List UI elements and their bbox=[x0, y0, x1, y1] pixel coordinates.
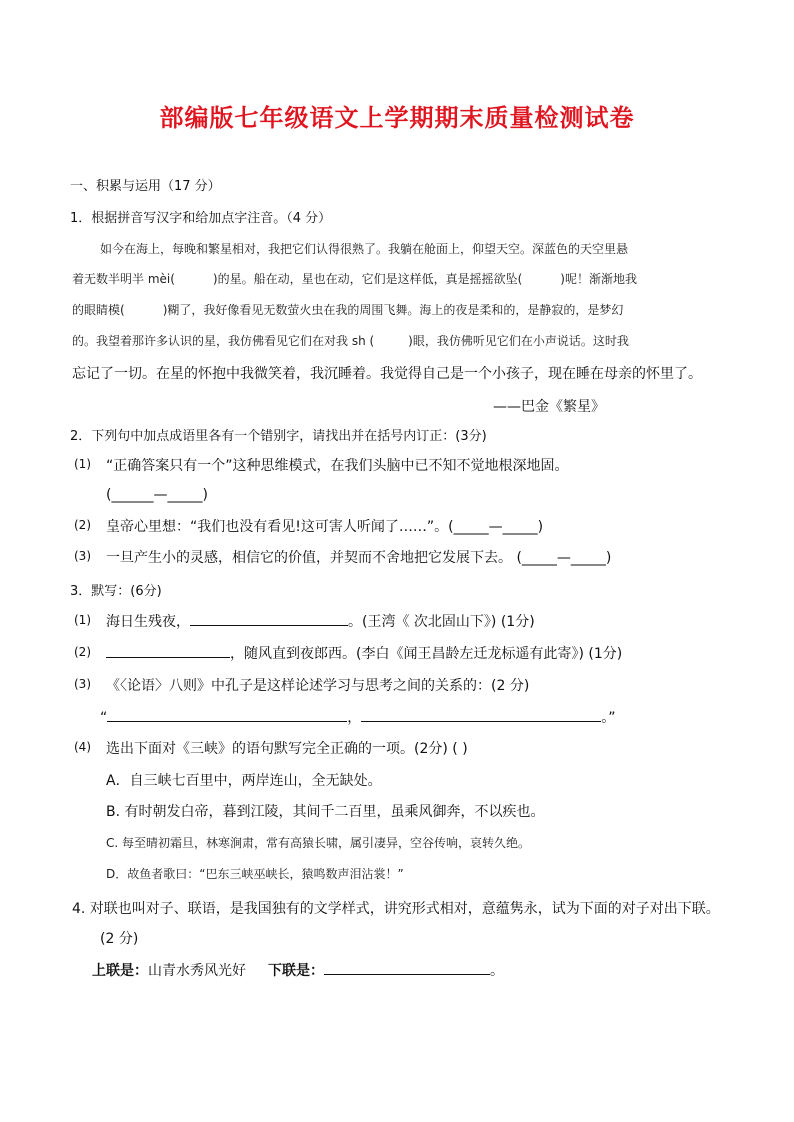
q3-item-1: 海日生残夜， 。(王湾《 次北固山下》) (1分) bbox=[106, 611, 535, 631]
upper-couplet-label: 上联是： bbox=[92, 963, 148, 979]
q1-passage-line-3: 的眼睛模( )糊了，我好像看见无数萤火虫在我的周围飞舞。海上的夜是柔和的，是静寂的，是梦幻 bbox=[72, 303, 624, 317]
q3-item-3-blank-1[interactable] bbox=[107, 707, 347, 722]
q2-stem: 2．下列句中加点成语里各有一个错别字，请找出并在括号内订正：(3分) bbox=[70, 429, 487, 444]
q2-item-1: “正确答案只有一个”这种思维模式，在我们头脑中已不知不觉地根深地固。 bbox=[106, 458, 569, 474]
q1-passage-line-5: 忘记了一切。在星的怀抱中我微笑着，我沉睡着。我觉得自己是一个小孩子，现在睡在母亲的怀里了。 bbox=[72, 366, 702, 382]
q3-item-3: 《〈论语〉八则》中孔子是这样论述学习与思考之间的关系的：(2 分) bbox=[106, 678, 530, 694]
q2-item-1-answer-blank[interactable]: (______—_____) bbox=[106, 487, 208, 503]
q3-item-4: 选出下面对《三峡》的语句默写完全正确的一项。(2分) ( ) bbox=[106, 741, 468, 757]
section-heading: 一、积累与运用（17 分） bbox=[70, 179, 221, 194]
q3-item-4-number: (4) bbox=[74, 740, 91, 754]
q3-item-1-blank[interactable] bbox=[190, 611, 348, 626]
q3-item-3-number: (3) bbox=[74, 677, 91, 691]
q3-item-2-blank[interactable] bbox=[106, 643, 230, 658]
q3-option-b[interactable]: B. 有时朝发白帝，暮到江陵，其间千二百里，虽乘风御奔，不以疾也。 bbox=[106, 804, 545, 820]
q3-stem: 3．默写：(6分) bbox=[70, 584, 162, 599]
q1-passage-line-2: 着无数半明半 mèi( )的星。船在动，星也在动，它们是这样低，真是摇摇欲坠( )呢！渐渐地我 bbox=[72, 272, 637, 286]
lower-couplet-label: 下联是： bbox=[268, 963, 324, 979]
q2-item-1-number: (1) bbox=[74, 457, 91, 471]
q3-item-1-number: (1) bbox=[74, 613, 91, 627]
q1-passage-line-4: 的。我望着那许多认识的星，我仿佛看见它们在对我 sh ( )眼，我仿佛听见它们在小声说话。这时我 bbox=[72, 334, 629, 348]
q3-option-a[interactable]: A．自三峡七百里中，两岸连山，全无缺处。 bbox=[106, 773, 382, 789]
q2-item-3: 一旦产生小的灵感，相信它的价值，并契而不舍地把它发展下去。 (_____—_____) bbox=[106, 550, 612, 566]
page-title: 部编版七年级语文上学期期末质量检测试卷 bbox=[159, 104, 635, 132]
lower-couplet-blank[interactable] bbox=[324, 960, 490, 975]
q4-couplet-line: 上联是：山青水秀风光好 下联是： 。 bbox=[92, 960, 504, 980]
q2-item-3-number: (3) bbox=[74, 549, 91, 563]
q3-option-d[interactable]: D．故鱼者歌曰：“巴东三峡巫峡长，猿鸣数声泪沾裳！” bbox=[106, 867, 404, 881]
upper-couplet-text: 山青水秀风光好 bbox=[148, 963, 246, 979]
q3-item-2: ，随风直到夜郎西。(李白《闻王昌龄左迁龙标遥有此寄》) (1分) bbox=[106, 643, 622, 663]
q1-stem: 1．根据拼音写汉字和给加点字注音。（4 分） bbox=[70, 211, 332, 226]
q3-option-c[interactable]: C. 每至晴初霜旦，林寒涧肃，常有高猿长啸，属引凄异，空谷传响，哀转久绝。 bbox=[106, 836, 531, 850]
q1-source: ——巴金《繁星》 bbox=[493, 399, 605, 415]
q2-item-2: 皇帝心里想：“我们也没有看见!这可害人听闻了……”。(_____—_____) bbox=[106, 519, 544, 535]
q4-stem: 4. 对联也叫对子、联语，是我国独有的文学样式，讲究形式相对，意蕴隽永，试为下面的对子对出下联。 bbox=[72, 901, 720, 917]
q3-item-3-answer-line: “ ， 。” bbox=[100, 707, 616, 727]
q1-passage-line-1: 如今在海上，每晚和繁星相对，我把它们认得很熟了。我躺在舱面上，仰望天空。深蓝色的天空里悬 bbox=[100, 242, 629, 256]
q3-item-3-blank-2[interactable] bbox=[361, 707, 601, 722]
q3-item-2-number: (2) bbox=[74, 645, 91, 659]
q4-score: (2 分) bbox=[100, 931, 139, 947]
q2-item-2-number: (2) bbox=[74, 518, 91, 532]
